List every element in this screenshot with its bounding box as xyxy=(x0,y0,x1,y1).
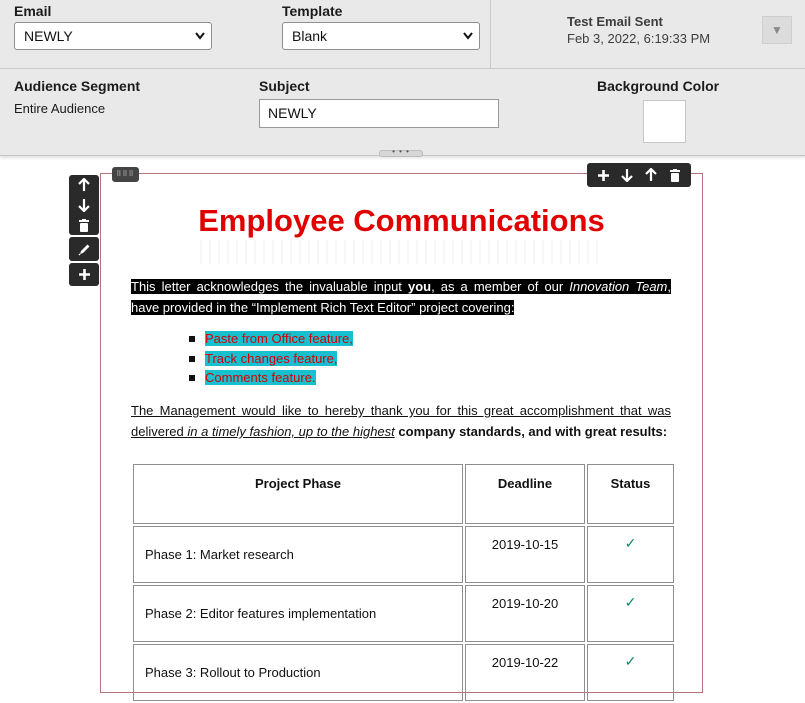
chevron-down-icon xyxy=(463,23,473,49)
drag-ghost-overlay xyxy=(200,240,600,264)
collapse-panel-button[interactable] xyxy=(762,16,792,44)
table-cell-deadline: 2019-10-22 xyxy=(465,644,585,701)
table-cell-phase: Phase 1: Market research xyxy=(133,526,463,583)
add-block-button[interactable] xyxy=(69,265,99,285)
project-phase-table[interactable] xyxy=(131,462,676,703)
delete-button[interactable] xyxy=(664,164,686,186)
list-item xyxy=(188,349,353,369)
panel-divider xyxy=(0,68,805,69)
table-row xyxy=(133,526,674,583)
move-up-icon xyxy=(78,178,90,192)
subject-input-value: NEWLY xyxy=(268,105,317,121)
add-toolbar xyxy=(69,263,99,286)
template-select-value: Blank xyxy=(292,28,328,44)
feature-list[interactable] xyxy=(188,329,353,388)
intro-bold: you xyxy=(407,279,432,294)
table-row xyxy=(133,585,674,642)
pencil-icon xyxy=(78,243,91,256)
table-row xyxy=(133,644,674,701)
table-cell-phase: Phase 3: Rollout to Production xyxy=(133,644,463,701)
trash-icon xyxy=(79,219,89,232)
subject-label: Subject xyxy=(259,78,310,94)
move-down-button[interactable] xyxy=(69,195,99,215)
table-cell-phase: Phase 2: Editor features implementation xyxy=(133,585,463,642)
template-label: Template xyxy=(282,3,343,19)
intro-text-part: , as a member of our xyxy=(431,279,570,294)
intro-text xyxy=(131,279,671,315)
list-item-text: Track changes feature, xyxy=(205,350,338,366)
template-select[interactable] xyxy=(282,22,480,50)
plus-icon xyxy=(597,169,610,182)
edit-toolbar xyxy=(69,237,99,261)
move-up-button[interactable] xyxy=(640,164,662,186)
audience-label: Audience Segment xyxy=(14,78,141,94)
checkmark-icon: ✓ xyxy=(587,644,674,701)
background-color-swatch[interactable] xyxy=(643,100,686,143)
move-down-icon xyxy=(621,168,633,182)
column-header: Status xyxy=(587,464,674,524)
move-down-button[interactable] xyxy=(616,164,638,186)
intro-text-part: This letter acknowledges the invaluable input xyxy=(131,279,408,294)
column-header: Deadline xyxy=(465,464,585,524)
settings-panel xyxy=(0,0,805,156)
background-color-label: Background Color xyxy=(597,78,720,94)
list-item xyxy=(188,368,353,388)
block-top-toolbar xyxy=(587,163,691,187)
thanks-underlined: The Management would like to hereby thank you for this great accomplishment that was delivered xyxy=(131,403,671,439)
drag-handle-icon[interactable]: ⠿⠿⠿ xyxy=(112,167,139,182)
table-cell-deadline: 2019-10-20 xyxy=(465,585,585,642)
checkmark-icon: ✓ xyxy=(587,585,674,642)
test-email-title: Test Email Sent xyxy=(567,14,663,29)
thanks-paragraph[interactable] xyxy=(131,400,671,442)
panel-resize-handle[interactable]: • • • xyxy=(379,150,423,157)
thanks-bold: company standards, and with great results: xyxy=(394,424,668,439)
move-up-icon xyxy=(645,168,657,182)
panel-divider xyxy=(490,0,491,68)
document-headline[interactable]: Employee Communications xyxy=(198,203,605,238)
list-item-text: Comments feature. xyxy=(205,370,316,385)
move-up-button[interactable] xyxy=(69,175,99,195)
add-block-button[interactable] xyxy=(592,164,614,186)
intro-text-part: , have provided in the “Implement Rich Text Editor” project covering: xyxy=(131,279,672,315)
email-select-value: NEWLY xyxy=(24,28,73,44)
trash-icon xyxy=(670,169,680,182)
plus-icon xyxy=(78,268,91,281)
checkmark-icon: ✓ xyxy=(587,526,674,583)
audience-value: Entire Audience xyxy=(14,101,106,116)
edit-button[interactable] xyxy=(69,239,99,259)
column-header: Project Phase xyxy=(133,464,463,524)
intro-paragraph[interactable] xyxy=(131,276,671,318)
test-email-timestamp: Feb 3, 2022, 6:19:33 PM xyxy=(567,31,711,46)
email-label: Email xyxy=(14,3,52,19)
email-select[interactable] xyxy=(14,22,212,50)
list-item-text: Paste from Office feature, xyxy=(205,331,353,346)
thanks-italic: in a timely fashion, up to the highest xyxy=(187,424,395,439)
block-side-toolbar xyxy=(69,175,99,235)
delete-button[interactable] xyxy=(69,215,99,235)
table-header-row xyxy=(133,464,674,524)
caret-down-icon: ▼ xyxy=(771,23,783,37)
move-down-icon xyxy=(78,198,90,212)
table-cell-deadline: 2019-10-15 xyxy=(465,526,585,583)
chevron-down-icon xyxy=(195,23,205,49)
subject-input[interactable] xyxy=(259,99,499,128)
list-item xyxy=(188,329,353,349)
intro-italic: Innovation Team xyxy=(569,279,668,294)
